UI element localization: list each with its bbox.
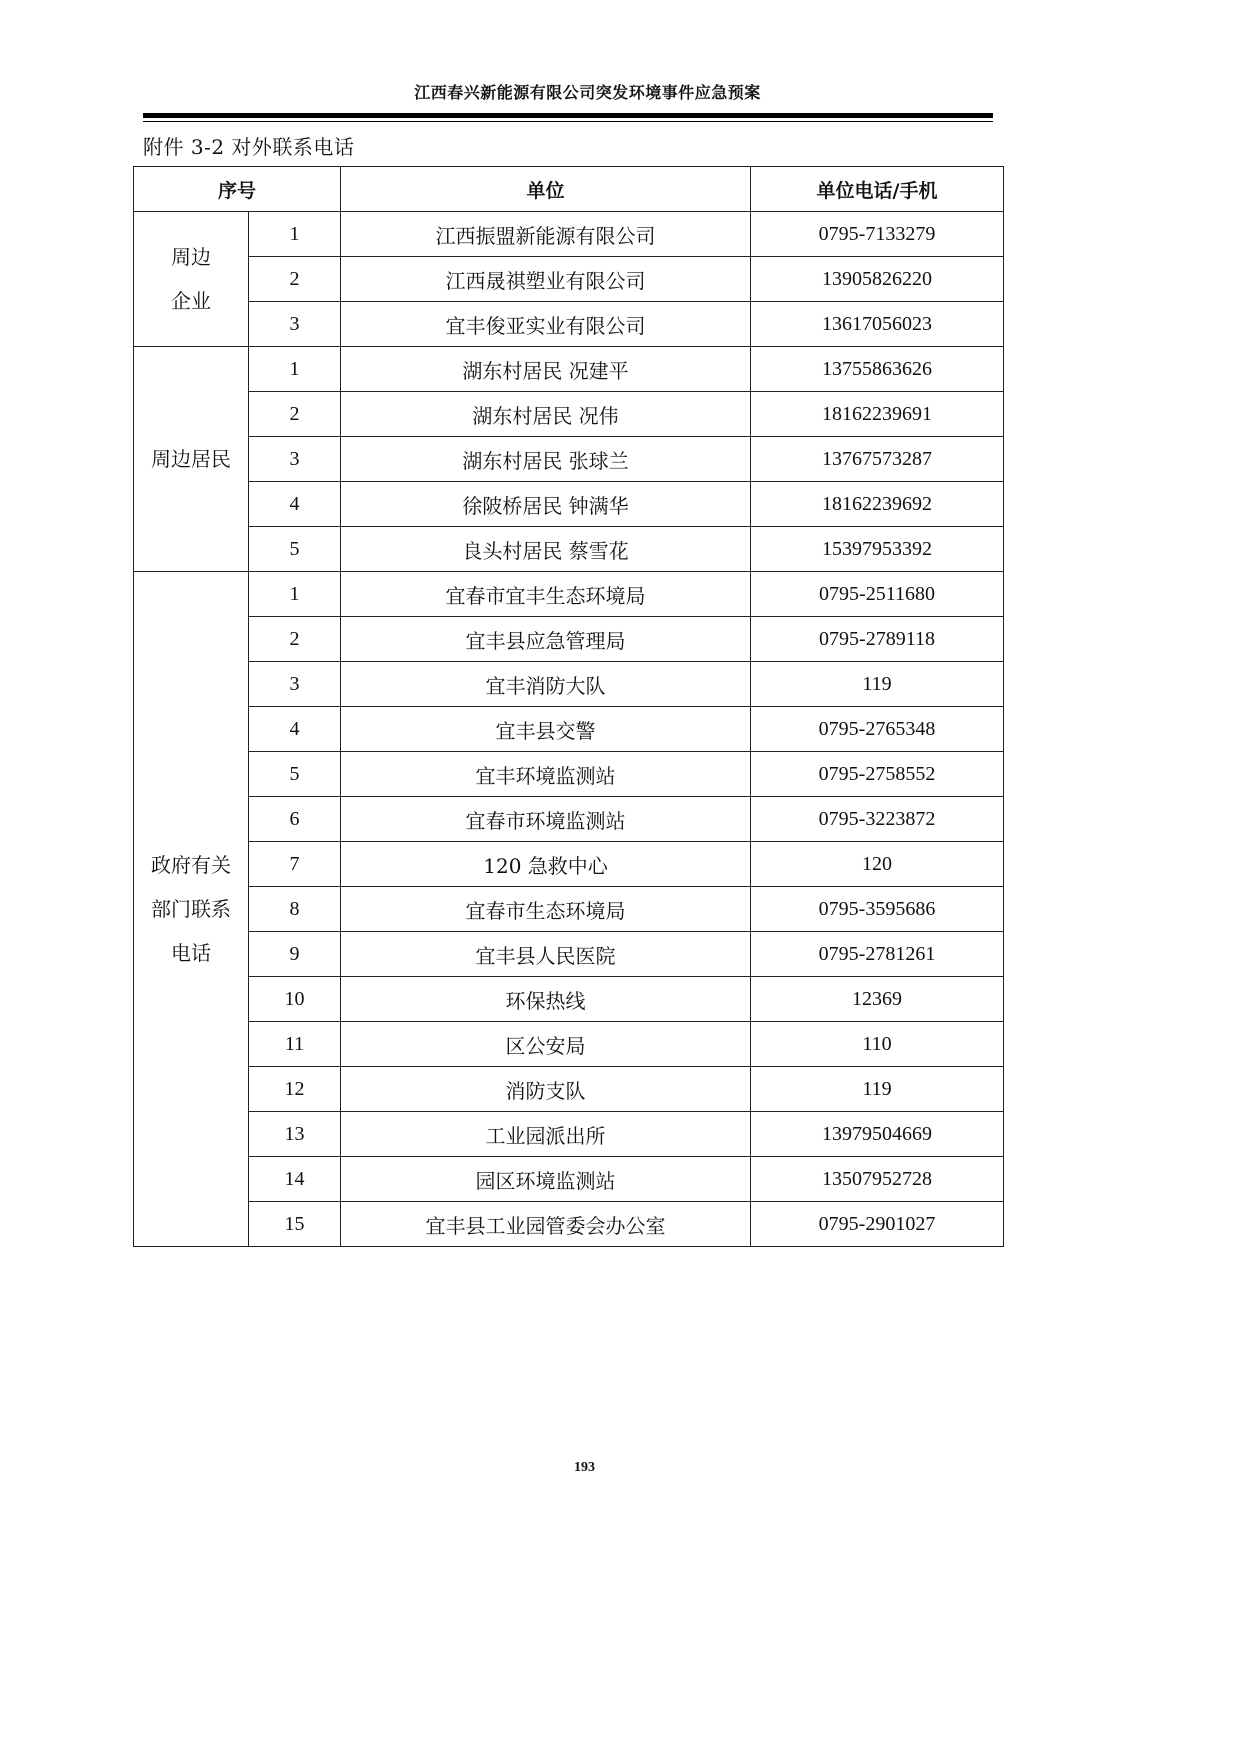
table-row: [134, 662, 1004, 707]
phone-cell: 13905826220: [751, 257, 1004, 302]
phone-cell: 18162239692: [751, 482, 1004, 527]
unit-cell: 宜丰消防大队: [341, 662, 751, 707]
header-phone: 单位电话/手机: [751, 167, 1004, 212]
category-line: 电话: [171, 941, 211, 965]
unit-cell: 湖东村居民 况伟: [341, 392, 751, 437]
table-row: [134, 1202, 1004, 1247]
row-index-cell: 15: [249, 1202, 341, 1247]
unit-cell: 良头村居民 蔡雪花: [341, 527, 751, 572]
row-index-cell: 12: [249, 1067, 341, 1112]
table-row: [134, 1157, 1004, 1202]
table-row: [134, 347, 1004, 392]
row-index-cell: 3: [249, 662, 341, 707]
row-index-cell: 13: [249, 1112, 341, 1157]
phone-cell: 0795-2511680: [751, 572, 1004, 617]
table-row: [134, 527, 1004, 572]
phone-cell: 0795-3595686: [751, 887, 1004, 932]
row-index-cell: 1: [249, 212, 341, 257]
table-row: [134, 212, 1004, 257]
row-index-cell: 8: [249, 887, 341, 932]
table-row: [134, 392, 1004, 437]
table-row: [134, 257, 1004, 302]
phone-cell: 0795-2758552: [751, 752, 1004, 797]
row-index-cell: 10: [249, 977, 341, 1022]
row-index-cell: 2: [249, 257, 341, 302]
category-cell: [134, 572, 249, 1247]
unit-cell: 江西晟祺塑业有限公司: [341, 257, 751, 302]
phone-cell: 0795-2901027: [751, 1202, 1004, 1247]
category-line: 部门联系: [151, 897, 231, 921]
unit-cell: 宜春市环境监测站: [341, 797, 751, 842]
phone-cell: 13755863626: [751, 347, 1004, 392]
category-line: 周边: [171, 245, 211, 269]
row-index-cell: 5: [249, 752, 341, 797]
row-index-cell: 5: [249, 527, 341, 572]
unit-cell: 宜丰县人民医院: [341, 932, 751, 977]
phone-cell: 0795-2789118: [751, 617, 1004, 662]
row-index-cell: 3: [249, 437, 341, 482]
phone-cell: 119: [751, 1067, 1004, 1112]
phone-cell: 13979504669: [751, 1112, 1004, 1157]
unit-cell: 江西振盟新能源有限公司: [341, 212, 751, 257]
page-number: 193: [574, 1460, 595, 1475]
phone-cell: 15397953392: [751, 527, 1004, 572]
row-index-cell: 3: [249, 302, 341, 347]
table-row: [134, 482, 1004, 527]
phone-cell: 12369: [751, 977, 1004, 1022]
table-row: [134, 977, 1004, 1022]
unit-cell: 徐陂桥居民 钟满华: [341, 482, 751, 527]
phone-cell: 120: [751, 842, 1004, 887]
table-body: [134, 212, 1004, 1247]
row-index-cell: 6: [249, 797, 341, 842]
header-rule-thick: [143, 113, 993, 118]
phone-cell: 18162239691: [751, 392, 1004, 437]
unit-cell: 消防支队: [341, 1067, 751, 1112]
unit-cell: 宜丰俊亚实业有限公司: [341, 302, 751, 347]
phone-cell: 13767573287: [751, 437, 1004, 482]
table-row: [134, 842, 1004, 887]
unit-cell: 宜春市宜丰生态环境局: [341, 572, 751, 617]
table-row: [134, 887, 1004, 932]
unit-cell: 湖东村居民 况建平: [341, 347, 751, 392]
category-line: 周边居民: [151, 447, 231, 471]
unit-cell: 环保热线: [341, 977, 751, 1022]
category-line: 政府有关: [151, 853, 231, 877]
attachment-caption: 附件 3-2 对外联系电话: [143, 135, 355, 159]
contacts-table: [133, 166, 1004, 1247]
unit-cell: 宜丰环境监测站: [341, 752, 751, 797]
table-row: [134, 572, 1004, 617]
row-index-cell: 1: [249, 347, 341, 392]
phone-cell: 119: [751, 662, 1004, 707]
table-row: [134, 1112, 1004, 1157]
table-row: [134, 617, 1004, 662]
table-row: [134, 302, 1004, 347]
unit-cell: 宜丰县应急管理局: [341, 617, 751, 662]
table-row: [134, 1067, 1004, 1112]
unit-cell: 园区环境监测站: [341, 1157, 751, 1202]
unit-cell: 宜丰县交警: [341, 707, 751, 752]
table-header-row: [134, 167, 1004, 212]
phone-cell: 110: [751, 1022, 1004, 1067]
unit-cell: 120 急救中心: [341, 842, 751, 887]
category-line: 企业: [171, 289, 211, 313]
document-header-title: 江西春兴新能源有限公司突发环境事件应急预案: [414, 83, 761, 102]
phone-cell: 0795-2765348: [751, 707, 1004, 752]
row-index-cell: 4: [249, 707, 341, 752]
row-index-cell: 2: [249, 617, 341, 662]
table-row: [134, 1022, 1004, 1067]
header-index: 序号: [134, 167, 341, 212]
row-index-cell: 14: [249, 1157, 341, 1202]
phone-cell: 13617056023: [751, 302, 1004, 347]
table-row: [134, 707, 1004, 752]
unit-cell: 湖东村居民 张球兰: [341, 437, 751, 482]
unit-cell: 工业园派出所: [341, 1112, 751, 1157]
phone-cell: 0795-3223872: [751, 797, 1004, 842]
row-index-cell: 1: [249, 572, 341, 617]
unit-cell: 宜春市生态环境局: [341, 887, 751, 932]
header-unit: 单位: [341, 167, 751, 212]
row-index-cell: 9: [249, 932, 341, 977]
phone-cell: 0795-7133279: [751, 212, 1004, 257]
unit-cell: 区公安局: [341, 1022, 751, 1067]
category-cell: [134, 212, 249, 347]
table-row: [134, 797, 1004, 842]
row-index-cell: 11: [249, 1022, 341, 1067]
row-index-cell: 2: [249, 392, 341, 437]
table-row: [134, 752, 1004, 797]
table-row: [134, 437, 1004, 482]
phone-cell: 0795-2781261: [751, 932, 1004, 977]
row-index-cell: 7: [249, 842, 341, 887]
row-index-cell: 4: [249, 482, 341, 527]
header-rule-thin: [143, 121, 993, 122]
phone-cell: 13507952728: [751, 1157, 1004, 1202]
table-row: [134, 932, 1004, 977]
unit-cell: 宜丰县工业园管委会办公室: [341, 1202, 751, 1247]
category-cell: [134, 347, 249, 572]
